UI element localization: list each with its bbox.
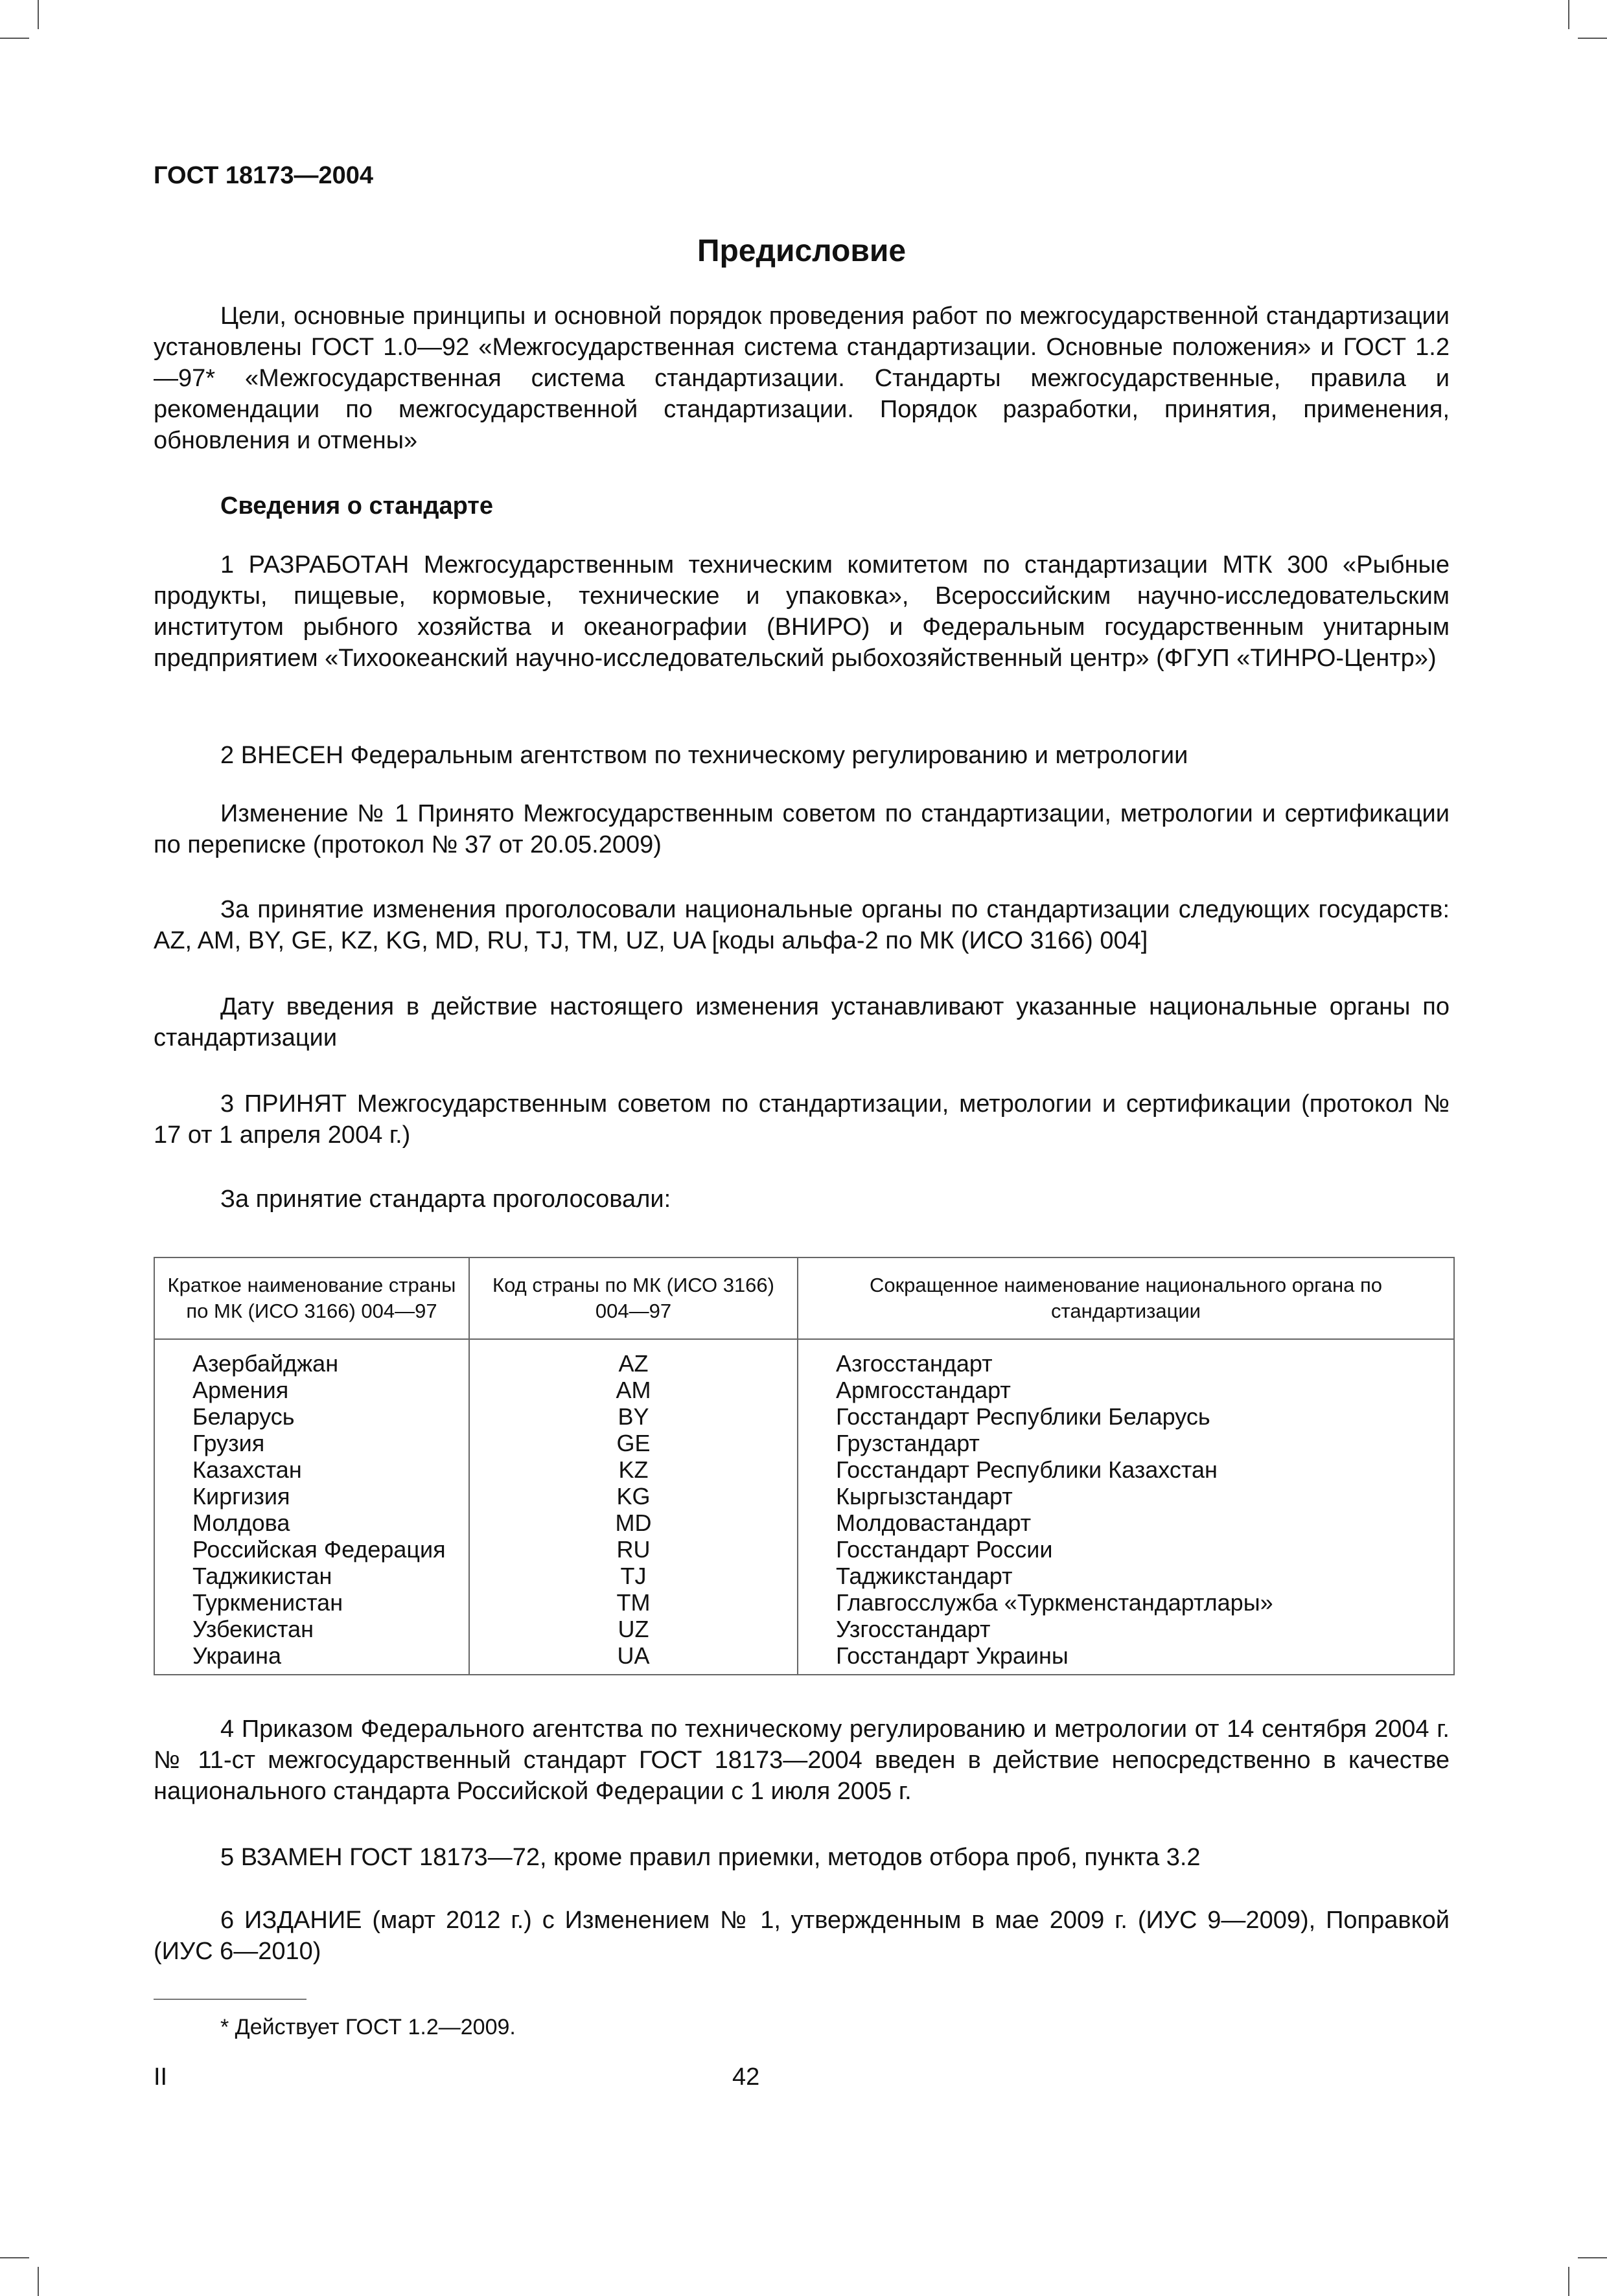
code-cell: TJ [469, 1563, 798, 1589]
item-submitted: 2 ВНЕСЕН Федеральным агентством по техническому регулированию и метрологии [220, 742, 1188, 769]
code-cell: BY [469, 1403, 798, 1430]
country-cell: Грузия [154, 1430, 469, 1456]
code-cell: RU [469, 1536, 798, 1563]
country-cell: Таджикистан [154, 1563, 469, 1589]
country-cell: Киргизия [154, 1483, 469, 1510]
authority-cell: Молдовастандарт [798, 1510, 1454, 1536]
authority-cell: Госстандарт Украины [798, 1642, 1454, 1675]
country-cell: Туркменистан [154, 1589, 469, 1616]
crop-mark [1568, 0, 1569, 29]
roman-page-number: II [154, 2063, 168, 2091]
crop-mark [1578, 2257, 1607, 2258]
crop-mark [38, 2267, 39, 2296]
table-row [154, 1510, 1454, 1536]
code-cell: AZ [469, 1339, 798, 1377]
item-amendment: Изменение № 1 Принято Межгосударственным советом по стандартизации, метрологии и сертификации по переписке (протокол № 37 от 20.05.2009) [154, 800, 1450, 858]
table-row [154, 1589, 1454, 1616]
item-edition: 6 ИЗДАНИЕ (март 2012 г.) с Изменением № 1, утвержденным в мае 2009 г. (ИУС 9—2009), Поправкой (ИУС 6—2010) [154, 1907, 1450, 1965]
authority-cell: Армгосстандарт [798, 1377, 1454, 1403]
item-amendment-votes: За принятие изменения проголосовали национальные органы по стандартизации следующих государств: AZ, AM, BY, GE, KZ, KG, MD, RU, TJ, TM, UZ, UA [коды альфа-2 по МК (ИСО 3166) 004] [154, 896, 1450, 954]
item-replaces: 5 ВЗАМЕН ГОСТ 18173—72, кроме правил приемки, методов отбора проб, пункта 3.2 [220, 1844, 1201, 1871]
table-row [154, 1616, 1454, 1642]
code-cell: AM [469, 1377, 798, 1403]
table-row [154, 1456, 1454, 1483]
table-row [154, 1536, 1454, 1563]
code-cell: UA [469, 1642, 798, 1675]
footnote-separator [154, 1999, 306, 2000]
code-cell: TM [469, 1589, 798, 1616]
column-header-authority: Сокращенное наименование национального органа по стандартизации [798, 1257, 1454, 1339]
authority-cell: Грузстандарт [798, 1430, 1454, 1456]
table-header-row [154, 1257, 1454, 1339]
table-row [154, 1563, 1454, 1589]
authority-cell: Азгосстандарт [798, 1339, 1454, 1377]
footnote: * Действует ГОСТ 1.2—2009. [220, 2015, 516, 2039]
country-cell: Казахстан [154, 1456, 469, 1483]
document-id: ГОСТ 18173—2004 [154, 162, 374, 189]
country-cell: Российская Федерация [154, 1536, 469, 1563]
voting-states-table [154, 1257, 1455, 1675]
table-row [154, 1430, 1454, 1456]
authority-cell: Кыргызстандарт [798, 1483, 1454, 1510]
column-header-code: Код страны по МК (ИСО 3166) 004—97 [469, 1257, 798, 1339]
crop-mark [1578, 38, 1607, 39]
country-cell: Азербайджан [154, 1339, 469, 1377]
crop-mark [0, 38, 29, 39]
column-header-country: Краткое наименование страны по МК (ИСО 3166) 004—97 [154, 1257, 469, 1339]
code-cell: KG [469, 1483, 798, 1510]
page-title: Предисловие [697, 234, 907, 268]
page-number: 42 [732, 2063, 760, 2091]
code-cell: KZ [469, 1456, 798, 1483]
authority-cell: Главгосслужба «Туркменстандартлары» [798, 1589, 1454, 1616]
country-cell: Беларусь [154, 1403, 469, 1430]
item-votes-intro: За принятие стандарта проголосовали: [220, 1186, 671, 1213]
table-row [154, 1483, 1454, 1510]
preface-paragraph: Цели, основные принципы и основной порядок проведения работ по межгосударственной стандартизации установлены ГОСТ 1.0—92 «Межгосударственная система стандартизации. Основные положения» и ГОСТ 1.2—97* «Межгосударственная система стандартизации. Стандарты межгосударственные, правила и рекомендации по межгосударственной стандартизации. Порядок разработки, принятия, применения, обновления и отмены» [154, 303, 1450, 454]
item-enacted: 4 Приказом Федерального агентства по техническому регулированию и метрологии от 14 сентября 2004 г. № 11-ст межгосударственный стандарт ГОСТ 18173—2004 введен в действие непосредственно в качестве национального стандарта Российской Федерации с 1 июля 2005 г. [154, 1716, 1450, 1805]
table-row [154, 1403, 1454, 1430]
code-cell: UZ [469, 1616, 798, 1642]
crop-mark [0, 2257, 29, 2258]
country-cell: Узбекистан [154, 1616, 469, 1642]
table-row [154, 1339, 1454, 1377]
item-adopted: 3 ПРИНЯТ Межгосударственным советом по стандартизации, метрологии и сертификации (протокол № 17 от 1 апреля 2004 г.) [154, 1090, 1450, 1149]
authority-cell: Узгосстандарт [798, 1616, 1454, 1642]
authority-cell: Госстандарт Республики Казахстан [798, 1456, 1454, 1483]
item-amendment-date: Дату введения в действие настоящего изменения устанавливают указанные национальные органы по стандартизации [154, 993, 1450, 1051]
crop-mark [1568, 2267, 1569, 2296]
country-cell: Молдова [154, 1510, 469, 1536]
code-cell: MD [469, 1510, 798, 1536]
table-row [154, 1642, 1454, 1675]
authority-cell: Госстандарт России [798, 1536, 1454, 1563]
section-heading: Сведения о стандарте [220, 492, 494, 520]
authority-cell: Таджикстандарт [798, 1563, 1454, 1589]
table-row [154, 1377, 1454, 1403]
item-developed: 1 РАЗРАБОТАН Межгосударственным техническим комитетом по стандартизации МТК 300 «Рыбные продукты, пищевые, кормовые, технические и упаковка», Всероссийским научно-исследовательским институтом рыбного хозяйства и океанографии (ВНИРО) и Федеральным государственным унитарным предприятием «Тихоокеанский научно-исследовательский рыбохозяйственный центр» (ФГУП «ТИНРО-Центр») [154, 551, 1450, 672]
authority-cell: Госстандарт Республики Беларусь [798, 1403, 1454, 1430]
crop-mark [38, 0, 39, 29]
code-cell: GE [469, 1430, 798, 1456]
country-cell: Украина [154, 1642, 469, 1675]
country-cell: Армения [154, 1377, 469, 1403]
